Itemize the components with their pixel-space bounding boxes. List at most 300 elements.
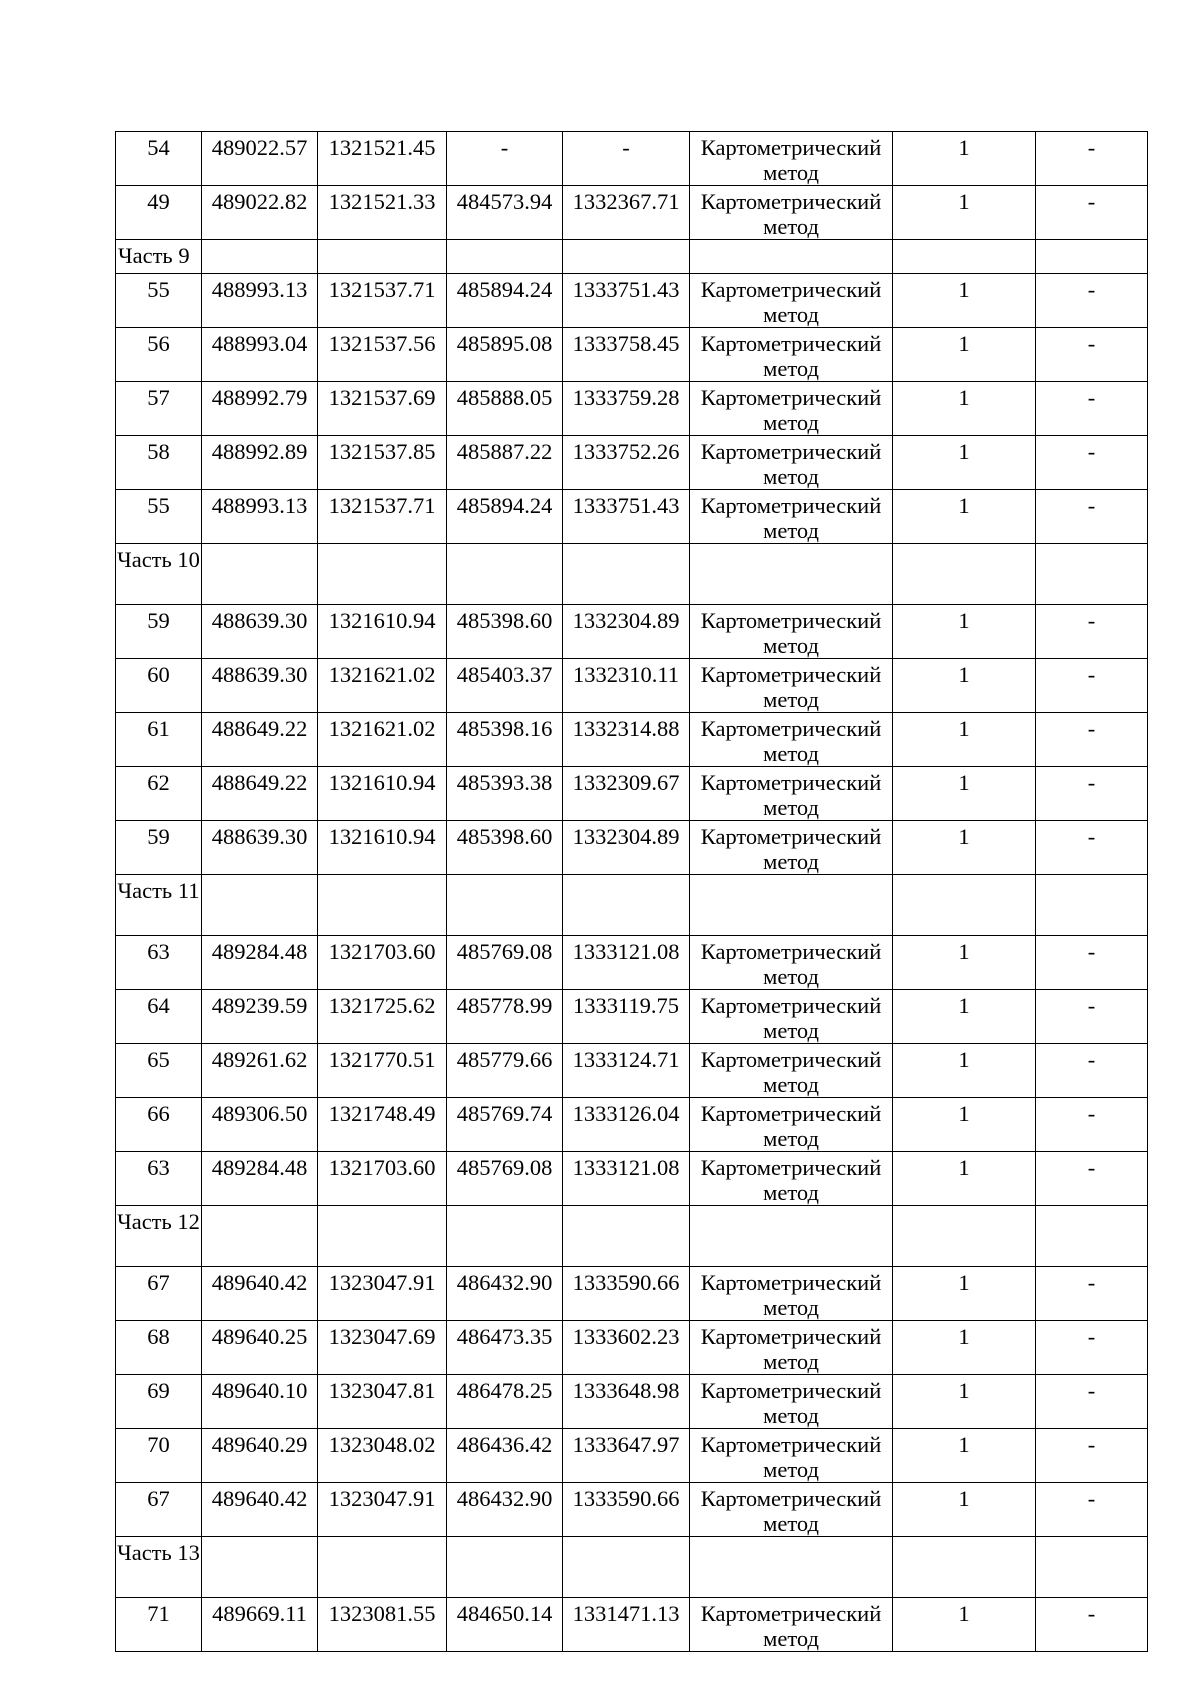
y-old-cell: [318, 713, 447, 767]
empty-cell: [690, 875, 893, 936]
x-new-cell: [447, 821, 563, 875]
empty-cell: [447, 875, 563, 936]
accuracy-text: 1: [958, 493, 970, 518]
y-new-cell: [563, 382, 690, 436]
y-new-text: 1332309.67: [572, 770, 680, 795]
x-new-text: 484573.94: [456, 189, 553, 214]
x-old-text: 488639.30: [211, 824, 308, 849]
point-number-cell: [116, 821, 202, 875]
x-old-cell: [202, 990, 318, 1044]
empty-cell: [690, 544, 893, 605]
point-number-text: 54: [147, 135, 170, 160]
y-new-cell: [563, 1152, 690, 1206]
accuracy-cell: [893, 1098, 1036, 1152]
accuracy-cell: [893, 328, 1036, 382]
empty-cell: [318, 1537, 447, 1598]
point-number-cell: [116, 713, 202, 767]
y-old-cell: [318, 605, 447, 659]
x-old-cell: [202, 1375, 318, 1429]
extra-text: -: [1087, 277, 1096, 302]
y-new-cell: [563, 1429, 690, 1483]
x-old-text: 489306.50: [211, 1101, 308, 1126]
y-new-text: 1333752.26: [572, 439, 680, 464]
accuracy-text: 1: [958, 662, 970, 687]
x-new-cell: [447, 1098, 563, 1152]
x-old-text: 488992.79: [211, 385, 308, 410]
accuracy-cell: [893, 1375, 1036, 1429]
method-text: Картометрический метод: [700, 493, 882, 543]
y-new-cell: [563, 274, 690, 328]
table-row: [116, 1321, 1148, 1375]
extra-cell: [1036, 132, 1148, 186]
extra-cell: [1036, 990, 1148, 1044]
accuracy-text: 1: [958, 189, 970, 214]
table-row: [116, 767, 1148, 821]
y-old-text: 1321521.45: [328, 135, 436, 160]
y-new-text: 1333124.71: [572, 1047, 680, 1072]
y-new-cell: [563, 1483, 690, 1537]
method-cell: [690, 1044, 893, 1098]
x-new-text: 485769.08: [456, 939, 553, 964]
point-number-text: 67: [147, 1486, 170, 1511]
y-new-cell: [563, 1321, 690, 1375]
accuracy-cell: [893, 1267, 1036, 1321]
empty-cell: [447, 544, 563, 605]
y-new-cell: [563, 821, 690, 875]
y-old-text: 1321610.94: [328, 770, 436, 795]
point-number-cell: [116, 1483, 202, 1537]
point-number-text: 59: [147, 824, 170, 849]
method-cell: [690, 1321, 893, 1375]
point-number-cell: [116, 936, 202, 990]
method-text: Картометрический метод: [700, 1101, 882, 1151]
x-new-text: 485403.37: [456, 662, 553, 687]
method-text: Картометрический метод: [700, 135, 882, 185]
point-number-text: 64: [147, 993, 170, 1018]
y-old-cell: [318, 1044, 447, 1098]
method-text: Картометрический метод: [700, 1486, 882, 1536]
x-new-text: 485398.60: [456, 824, 553, 849]
method-cell: [690, 605, 893, 659]
x-old-text: 489640.42: [211, 1486, 308, 1511]
point-number-text: 65: [147, 1047, 170, 1072]
point-number-text: 68: [147, 1324, 170, 1349]
table-row: [116, 186, 1148, 240]
method-text: Картометрический метод: [700, 1155, 882, 1205]
accuracy-cell: [893, 659, 1036, 713]
table-row: [116, 605, 1148, 659]
empty-cell: [563, 1537, 690, 1598]
x-new-text: 485894.24: [456, 277, 553, 302]
accuracy-cell: [893, 713, 1036, 767]
method-cell: [690, 1152, 893, 1206]
y-new-text: 1332304.89: [572, 824, 680, 849]
point-number-cell: [116, 605, 202, 659]
x-new-text: 485398.60: [456, 608, 553, 633]
y-old-cell: [318, 1429, 447, 1483]
extra-text: -: [1087, 1270, 1096, 1295]
method-cell: [690, 990, 893, 1044]
empty-cell: [318, 544, 447, 605]
empty-cell: [893, 240, 1036, 274]
method-cell: [690, 132, 893, 186]
x-new-text: 485398.16: [456, 716, 553, 741]
point-number-text: 67: [147, 1270, 170, 1295]
point-number-cell: [116, 490, 202, 544]
method-cell: [690, 274, 893, 328]
extra-cell: [1036, 1321, 1148, 1375]
x-new-text: 485779.66: [456, 1047, 553, 1072]
y-old-text: 1321703.60: [328, 939, 436, 964]
table-row: [116, 1044, 1148, 1098]
extra-cell: [1036, 659, 1148, 713]
empty-cell: [563, 875, 690, 936]
y-new-text: 1332304.89: [572, 608, 680, 633]
point-number-text: 70: [147, 1432, 170, 1457]
point-number-cell: [116, 767, 202, 821]
y-old-text: 1321610.94: [328, 824, 436, 849]
empty-cell: [1036, 1206, 1148, 1267]
y-new-text: 1333126.04: [572, 1101, 680, 1126]
point-number-text: 59: [147, 608, 170, 633]
point-number-cell: [116, 659, 202, 713]
x-old-cell: [202, 274, 318, 328]
accuracy-cell: [893, 1483, 1036, 1537]
point-number-cell: [116, 436, 202, 490]
x-old-cell: [202, 1098, 318, 1152]
y-new-text: 1332314.88: [572, 716, 680, 741]
x-old-text: 489640.10: [211, 1378, 308, 1403]
y-new-text: 1333602.23: [572, 1324, 680, 1349]
y-new-text: 1333590.66: [572, 1270, 680, 1295]
extra-text: -: [1087, 385, 1096, 410]
x-new-text: 485888.05: [456, 385, 553, 410]
empty-cell: [447, 1537, 563, 1598]
x-new-cell: [447, 1375, 563, 1429]
y-new-cell: [563, 990, 690, 1044]
part-label-cell: [116, 1206, 202, 1267]
point-number-cell: [116, 382, 202, 436]
accuracy-cell: [893, 936, 1036, 990]
x-old-cell: [202, 186, 318, 240]
method-cell: [690, 382, 893, 436]
method-text: Картометрический метод: [700, 1378, 882, 1428]
method-text: Картометрический метод: [700, 1432, 882, 1482]
empty-cell: [563, 240, 690, 274]
point-number-text: 55: [147, 277, 170, 302]
x-new-text: 485769.74: [456, 1101, 553, 1126]
table-row: [116, 490, 1148, 544]
y-new-text: 1333751.43: [572, 493, 680, 518]
empty-cell: [1036, 240, 1148, 274]
x-old-text: 489284.48: [211, 1155, 308, 1180]
y-new-text: 1333590.66: [572, 1486, 680, 1511]
extra-text: -: [1087, 1155, 1096, 1180]
x-new-text: 486432.90: [456, 1270, 553, 1295]
method-text: Картометрический метод: [700, 1270, 882, 1320]
method-cell: [690, 936, 893, 990]
x-new-cell: [447, 186, 563, 240]
point-number-text: 55: [147, 493, 170, 518]
y-new-cell: [563, 1267, 690, 1321]
y-old-cell: [318, 132, 447, 186]
x-old-text: 489022.82: [211, 189, 308, 214]
empty-cell: [447, 1206, 563, 1267]
part-header-row: [116, 240, 1148, 274]
extra-cell: [1036, 328, 1148, 382]
y-old-cell: [318, 1483, 447, 1537]
x-old-cell: [202, 821, 318, 875]
y-new-cell: [563, 1098, 690, 1152]
part-label-cell: [116, 875, 202, 936]
x-old-text: 489022.57: [211, 135, 308, 160]
point-number-text: 49: [147, 189, 170, 214]
extra-text: -: [1087, 770, 1096, 795]
x-new-text: 485769.08: [456, 1155, 553, 1180]
empty-cell: [447, 240, 563, 274]
empty-cell: [690, 1206, 893, 1267]
y-new-cell: [563, 1598, 690, 1652]
y-new-cell: [563, 1375, 690, 1429]
accuracy-cell: [893, 382, 1036, 436]
x-old-text: 488639.30: [211, 662, 308, 687]
x-new-text: 484650.14: [456, 1601, 553, 1626]
point-number-text: 69: [147, 1378, 170, 1403]
method-text: Картометрический метод: [700, 1047, 882, 1097]
x-new-cell: [447, 990, 563, 1044]
point-number-text: 56: [147, 331, 170, 356]
extra-text: -: [1087, 716, 1096, 741]
y-old-text: 1323048.02: [328, 1432, 436, 1457]
point-number-cell: [116, 1267, 202, 1321]
x-old-cell: [202, 1044, 318, 1098]
y-old-cell: [318, 436, 447, 490]
x-old-text: 488992.89: [211, 439, 308, 464]
accuracy-cell: [893, 990, 1036, 1044]
y-old-cell: [318, 1321, 447, 1375]
x-old-cell: [202, 490, 318, 544]
y-new-cell: [563, 328, 690, 382]
x-old-text: 489284.48: [211, 939, 308, 964]
method-cell: [690, 186, 893, 240]
table-row: [116, 1098, 1148, 1152]
point-number-text: 62: [147, 770, 170, 795]
method-cell: [690, 767, 893, 821]
x-old-cell: [202, 936, 318, 990]
extra-cell: [1036, 936, 1148, 990]
y-old-cell: [318, 821, 447, 875]
x-old-cell: [202, 1483, 318, 1537]
x-old-text: 489640.29: [211, 1432, 308, 1457]
extra-text: -: [1087, 493, 1096, 518]
accuracy-text: 1: [958, 716, 970, 741]
y-new-cell: [563, 186, 690, 240]
y-new-cell: [563, 1044, 690, 1098]
method-cell: [690, 821, 893, 875]
table-row: [116, 274, 1148, 328]
accuracy-text: 1: [958, 1155, 970, 1180]
x-old-text: 489669.11: [212, 1601, 307, 1626]
empty-cell: [893, 1206, 1036, 1267]
method-text: Картометрический метод: [700, 770, 882, 820]
y-new-text: 1333751.43: [572, 277, 680, 302]
x-old-cell: [202, 1152, 318, 1206]
x-new-text: -: [500, 135, 509, 160]
y-old-text: 1323047.91: [328, 1270, 436, 1295]
x-old-cell: [202, 436, 318, 490]
point-number-text: 60: [147, 662, 170, 687]
accuracy-text: 1: [958, 1432, 970, 1457]
extra-text: -: [1087, 439, 1096, 464]
part-label: Часть 11: [117, 878, 200, 903]
y-old-cell: [318, 1152, 447, 1206]
y-new-cell: [563, 767, 690, 821]
point-number-cell: [116, 1098, 202, 1152]
part-label: Часть 10: [117, 547, 200, 572]
point-number-cell: [116, 1375, 202, 1429]
x-new-cell: [447, 936, 563, 990]
x-new-cell: [447, 436, 563, 490]
method-text: Картометрический метод: [700, 608, 882, 658]
method-cell: [690, 659, 893, 713]
x-old-text: 488993.13: [211, 493, 308, 518]
point-number-text: 58: [147, 439, 170, 464]
empty-cell: [1036, 544, 1148, 605]
table-row: [116, 382, 1148, 436]
method-cell: [690, 1429, 893, 1483]
empty-cell: [563, 544, 690, 605]
extra-cell: [1036, 1098, 1148, 1152]
part-label: Часть 12: [117, 1209, 200, 1234]
y-old-text: 1321537.85: [328, 439, 436, 464]
extra-text: -: [1087, 993, 1096, 1018]
extra-text: -: [1087, 662, 1096, 687]
extra-cell: [1036, 1375, 1148, 1429]
extra-text: -: [1087, 1378, 1096, 1403]
y-old-cell: [318, 1598, 447, 1652]
accuracy-text: 1: [958, 1270, 970, 1295]
accuracy-cell: [893, 1044, 1036, 1098]
point-number-cell: [116, 328, 202, 382]
y-new-cell: [563, 605, 690, 659]
point-number-text: 66: [147, 1101, 170, 1126]
method-text: Картометрический метод: [700, 385, 882, 435]
x-new-cell: [447, 713, 563, 767]
y-old-text: 1321537.71: [328, 493, 436, 518]
x-old-text: 489261.62: [211, 1047, 308, 1072]
x-new-cell: [447, 1152, 563, 1206]
y-new-text: 1333119.75: [572, 993, 680, 1018]
extra-text: -: [1087, 824, 1096, 849]
x-old-text: 488639.30: [211, 608, 308, 633]
x-new-text: 486432.90: [456, 1486, 553, 1511]
accuracy-text: 1: [958, 770, 970, 795]
point-number-cell: [116, 1321, 202, 1375]
accuracy-text: 1: [958, 1047, 970, 1072]
part-label-cell: [116, 1537, 202, 1598]
method-cell: [690, 328, 893, 382]
x-old-cell: [202, 1598, 318, 1652]
x-old-text: 488993.13: [211, 277, 308, 302]
empty-cell: [202, 1206, 318, 1267]
x-new-cell: [447, 1429, 563, 1483]
empty-cell: [893, 544, 1036, 605]
method-text: Картометрический метод: [700, 331, 882, 381]
table-row: [116, 713, 1148, 767]
x-old-cell: [202, 659, 318, 713]
y-new-text: 1332310.11: [572, 662, 680, 687]
y-old-text: 1323047.91: [328, 1486, 436, 1511]
y-new-text: 1333759.28: [572, 385, 680, 410]
method-text: Картометрический метод: [700, 277, 882, 327]
extra-text: -: [1087, 331, 1096, 356]
extra-text: -: [1087, 1486, 1096, 1511]
x-old-cell: [202, 1429, 318, 1483]
x-new-text: 486478.25: [456, 1378, 553, 1403]
extra-text: -: [1087, 608, 1096, 633]
y-old-text: 1321521.33: [328, 189, 436, 214]
y-old-cell: [318, 274, 447, 328]
method-cell: [690, 1375, 893, 1429]
accuracy-text: 1: [958, 824, 970, 849]
method-text: Картометрический метод: [700, 824, 882, 874]
table-row: [116, 1429, 1148, 1483]
x-new-cell: [447, 1267, 563, 1321]
x-new-cell: [447, 132, 563, 186]
y-old-text: 1323047.81: [328, 1378, 436, 1403]
y-new-text: 1333121.08: [572, 1155, 680, 1180]
table-row: [116, 990, 1148, 1044]
empty-cell: [318, 240, 447, 274]
x-new-cell: [447, 1321, 563, 1375]
table-row: [116, 436, 1148, 490]
point-number-cell: [116, 274, 202, 328]
accuracy-text: 1: [958, 1486, 970, 1511]
y-old-text: 1321725.62: [328, 993, 436, 1018]
y-new-text: -: [622, 135, 630, 160]
x-new-text: 485393.38: [456, 770, 553, 795]
point-number-text: 61: [147, 716, 170, 741]
extra-cell: [1036, 713, 1148, 767]
y-old-cell: [318, 1375, 447, 1429]
extra-cell: [1036, 382, 1148, 436]
x-new-text: 485887.22: [456, 439, 553, 464]
extra-cell: [1036, 1429, 1148, 1483]
method-cell: [690, 1483, 893, 1537]
table-row: [116, 1375, 1148, 1429]
empty-cell: [1036, 1537, 1148, 1598]
point-number-cell: [116, 132, 202, 186]
y-old-cell: [318, 1267, 447, 1321]
x-new-cell: [447, 767, 563, 821]
accuracy-text: 1: [958, 277, 970, 302]
part-label: Часть 13: [117, 1540, 200, 1565]
extra-cell: [1036, 436, 1148, 490]
extra-cell: [1036, 1044, 1148, 1098]
x-old-cell: [202, 713, 318, 767]
table-row: [116, 132, 1148, 186]
y-old-text: 1323047.69: [328, 1324, 436, 1349]
point-number-text: 63: [147, 1155, 170, 1180]
x-new-cell: [447, 659, 563, 713]
y-new-text: 1331471.13: [572, 1601, 680, 1626]
accuracy-text: 1: [958, 331, 970, 356]
method-cell: [690, 490, 893, 544]
y-old-text: 1321621.02: [328, 716, 436, 741]
extra-text: -: [1087, 939, 1096, 964]
point-number-text: 57: [147, 385, 170, 410]
y-new-cell: [563, 490, 690, 544]
